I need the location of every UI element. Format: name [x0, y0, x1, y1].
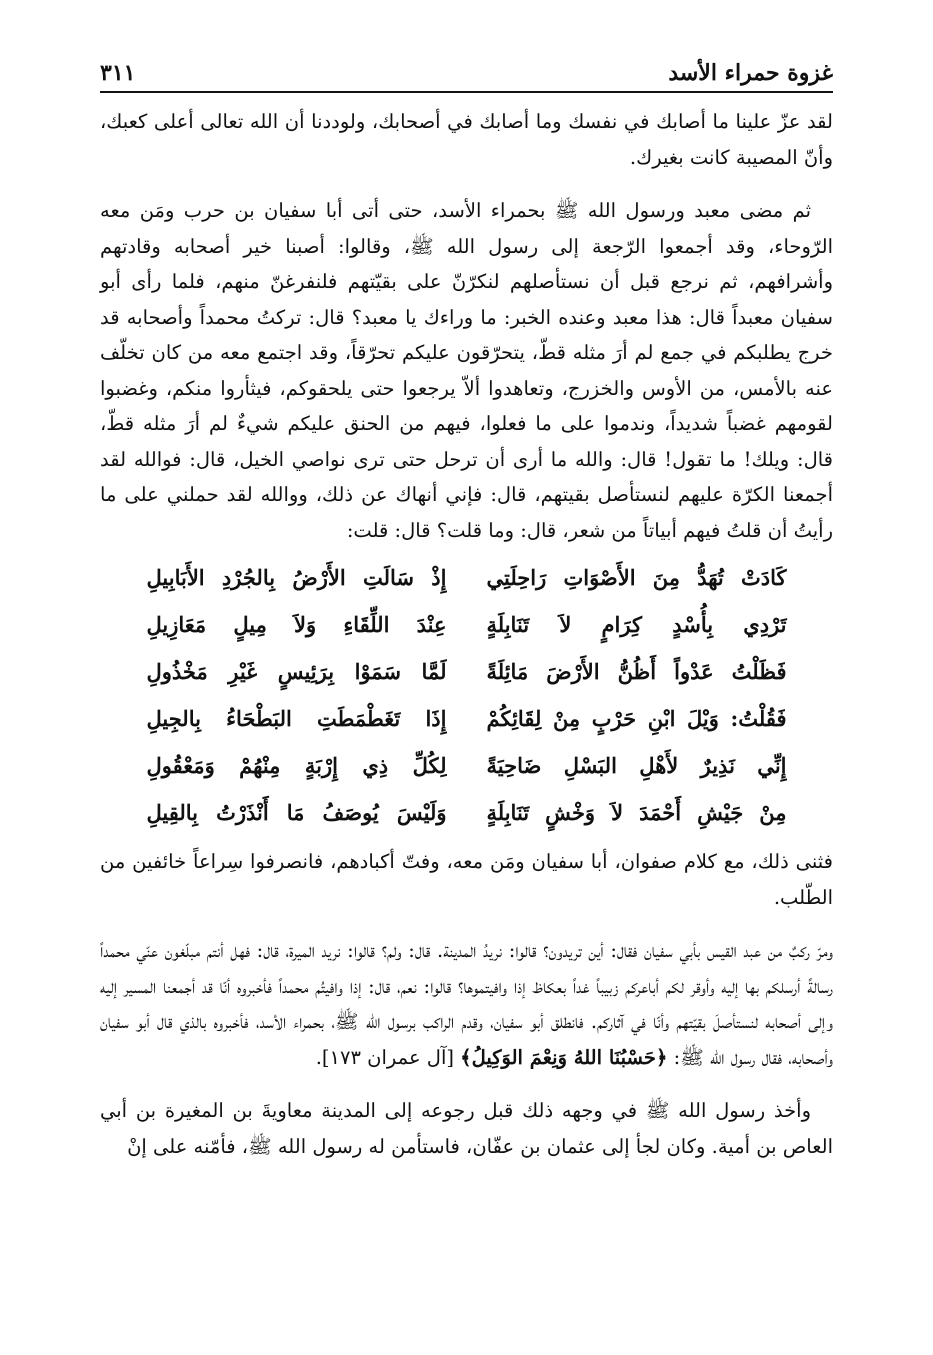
verse-first-hemistich: مِنْ جَيْشِ أَحْمَدَ لاَ وَخْشٍ تَنَابِلَةٍ [486, 799, 787, 825]
verse-first-hemistich: تَرْدِي بِأُسْدٍ كِرَامٍ لاَ تَنَابِلَةٍ [486, 611, 787, 637]
poem [100, 554, 833, 836]
paragraph-5: وأخذ رسول الله ﷺ في وجهه ذلك قبل رجوعه إلى المدينة معاويةَ بن المغيرة بن أبي العاص بن أمية. وكان لجأ إلى عثمان بن عفّان، فاستأمن له رسول الله ﷺ، فأمّنه على إنْ [100, 1099, 833, 1158]
page-body [100, 104, 833, 1164]
page-header [100, 52, 833, 86]
verse-second-hemistich: لَمَّا سَمَوْا بِرَئِيسٍ غَيْرِ مَخْذُولِ [146, 658, 447, 684]
verse-second-hemistich: وَلَيْسَ يُوصَفُ مَا أَنْذَرْتُ بِالقِيلِ [146, 799, 447, 825]
paragraph-2: ثم مضى معبد ورسول الله ﷺ بحمراء الأسد، حتى أتى أبا سفيان بن حرب ومَن معه الرّوحاء، وقد أجمعوا الرّجعة إلى رسول الله ﷺ، وقالوا: أصبنا خير أصحابه وقادتهم وأشرافهم، ثم نرجع قبل أن نستأصلهم لنكرّنّ على بقيّتهم فلنفرغنّ منهم، فلما رأى أبو سفيان معبداً قال: هذا معبد وعنده الخبر: ما وراءك يا معبد؟ قال: تركتُ محمداً وأصحابه قد خرج يطلبكم في جمع لم أرَ مثله قطّ، يتحرّقون عليكم تحرّقاً، وقد اجتمع معه من كان تخلّف عنه بالأمس، من الأوس والخزرج، وتعاهدوا ألاّ يرجعوا حتى يلحقوكم، فيثأروا منكم، وغضبوا لقومهم غضباً شديداً، وندموا على ما فعلوا، فيهم من الحنق عليكم شيءٌ لم أرَ مثله قطّ، قال: ويلك! ما تقول! قال: والله ما أرى أن ترحل حتى ترى نواصي الخيل، قال: فوالله لقد أجمعنا الكرّة عليهم لنستأصل بقيتهم، قال: فإني أنهاك عن ذلك، ووالله لقد حملني على ما رأيتُ أن قلتُ فيهم أبياتاً من شعر، قال: وما قلت؟ قال: قلت: [100, 199, 834, 542]
verse-second-hemistich: إِذْ سَالَتِ الأَرْضُ بِالجُرْدِ الأَبَابِيلِ [146, 564, 447, 590]
poem-verse [100, 742, 833, 789]
poem-verse [100, 554, 833, 601]
poem-verse [100, 789, 833, 836]
quran-quote: ﴿حَسْبُنَا اللهُ وَنِعْمَ الوَكِيلُ﴾ [460, 1045, 668, 1069]
paragraph-1: لقد عزّ علينا ما أصابك في نفسك وما أصابك في أصحابك، ولوددنا أن الله تعالى أعلى كعبك، وأنّ المصيبة كانت بغيرك. [100, 110, 833, 169]
verse-second-hemistich: إِذَا تَغَطْمَطَتِ البَطْحَاءُ بِالجِيلِ [146, 705, 447, 731]
paragraph-3: فثنى ذلك، مع كلام صفوان، أبا سفيان ومَن معه، وفتّ أكبادهم، فانصرفوا سِراعاً خائفين من الطّلب. [100, 850, 833, 909]
verse-first-hemistich: فَقُلْتُ: وَيْلَ ابْنِ حَرْبٍ مِنْ لِقَائِكُمْ [486, 705, 787, 731]
verse-second-hemistich: عِنْدَ اللِّقَاءِ وَلاَ مِيلٍ مَعَازِيلِ [146, 611, 447, 637]
paragraph-4-text: ومرّ ركبٌ من عبد القيس بأبي سفيان فقال: أين تريدون؟ قالوا: نريدُ المدينة. قال: ولم؟ قالوا: نريد الميرة، قال: فهل أنتم مبلّغون عنّي محمداً رسالةً أرسلكم بها إليه وأوقر لكم أباعركم زبيباً غداً بعكاظ إذا وافيتموها؟ قالوا: نعم، قال: إذا وافيتُم محمداً فأخبروه أنّا قد أجمعنا المسير إليه وإلى أصحابه لنستأصلَ بقيّتهم وأنّا في آثاركم. فانطلق أبو سفيان، وقدم الراكب برسول الله ﷺ، بحمراء الأسد، فأخبروه بالذي قال أبو سفيان وأصحابه، فقال رسول الله ﷺ: [100, 939, 833, 1069]
poem-verse [100, 648, 833, 695]
poem-verse [100, 601, 833, 648]
verse-first-hemistich: إِنِّي نَذِيرٌ لأَهْلِ البَسْلِ ضَاحِيَةً [486, 752, 787, 778]
header-divider [100, 91, 833, 93]
chapter-title: غزوة حمراء الأسد [668, 60, 833, 86]
verse-first-hemistich: كَادَتْ تُهَدُّ مِنَ الأَصْوَاتِ رَاحِلَتِي [486, 564, 787, 590]
verse-first-hemistich: فَظَلْتُ عَدْواً أَظُنُّ الأَرْضَ مَائِلَةً [486, 658, 787, 684]
poem-verse [100, 695, 833, 742]
quran-reference: [آل عمران ١٧٣]. [315, 1045, 454, 1069]
paragraph-4 [100, 933, 833, 1075]
verse-second-hemistich: لِكُلِّ ذِي إِرْبَةٍ مِنْهُمْ وَمَعْقُولِ [146, 752, 447, 778]
page-number: ٣١١ [100, 60, 136, 86]
